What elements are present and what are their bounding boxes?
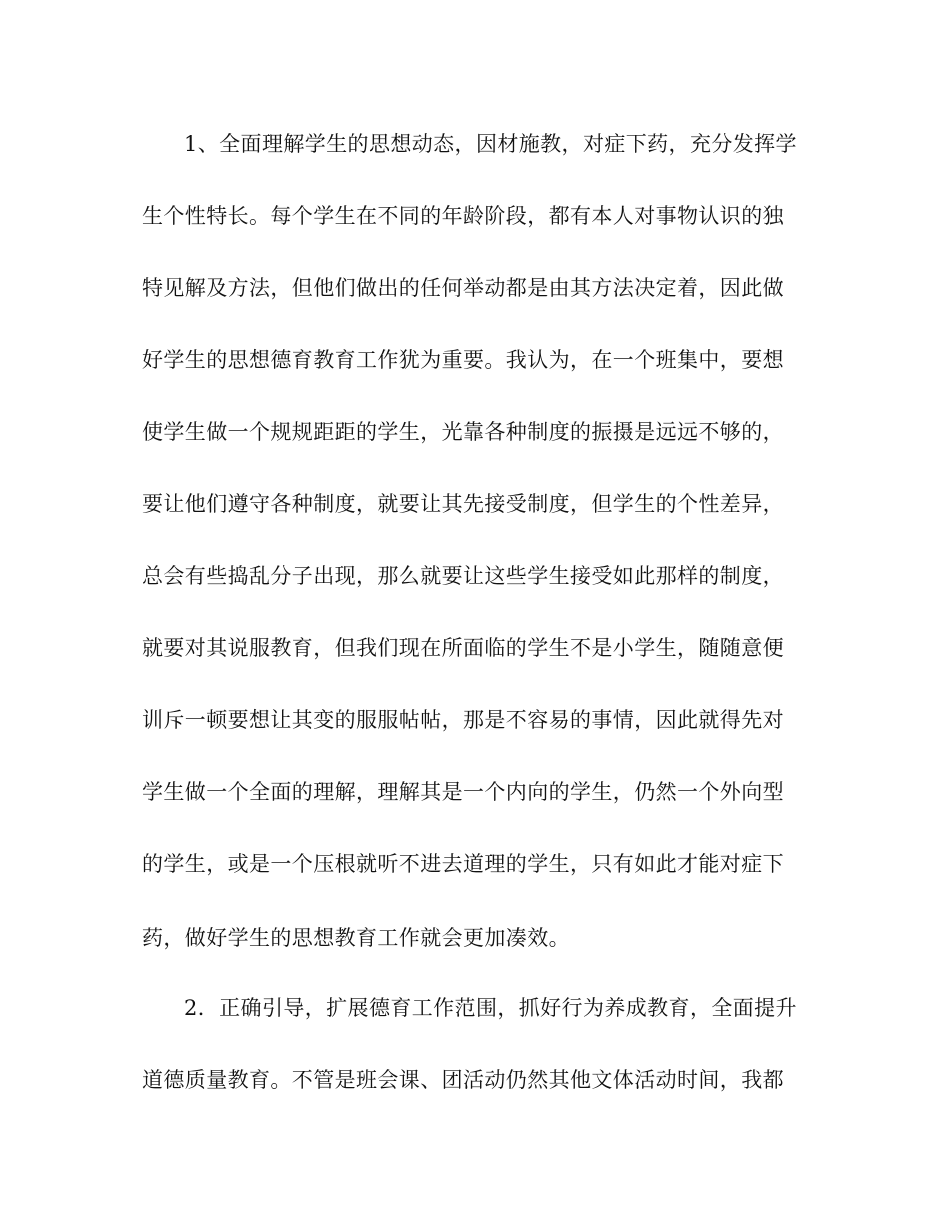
paragraph-1-line-10: 学生做一个全面的理解，理解其是一个内向的学生，仍然一个外向型 [142,780,784,804]
paragraph-1-line-8: 就要对其说服教育，但我们现在所面临的学生不是小学生，随随意便 [142,636,784,660]
paragraph-1-line-4: 好学生的思想德育教育工作犹为重要。我认为，在一个班集中，要想 [142,348,784,372]
paragraph-1-line-12: 药，做好学生的思想教育工作就会更加凑效。 [142,926,570,950]
paragraph-1-line-9: 训斥一顿要想让其变的服服帖帖，那是不容易的事情，因此就得先对 [142,708,784,732]
paragraph-2-line-1: 2．正确引导，扩展德育工作范围，抓好行为养成教育，全面提升 [184,996,797,1020]
paragraph-1-line-6: 要让他们遵守各种制度，就要让其先接受制度，但学生的个性差异， [142,492,784,516]
paragraph-1-line-2: 生个性特长。每个学生在不同的年龄阶段，都有本人对事物认识的独 [142,204,784,228]
paragraph-1-line-7: 总会有些捣乱分子出现，那么就要让这些学生接受如此那样的制度， [142,564,784,588]
paragraph-1-line-5: 使学生做一个规规距距的学生，光靠各种制度的振摄是远远不够的， [142,420,784,444]
paragraph-1-line-3: 特见解及方法，但他们做出的任何举动都是由其方法决定着，因此做 [142,276,784,300]
paragraph-1-line-1: 1、全面理解学生的思想动态，因材施教，对症下药，充分发挥学 [184,132,797,156]
paragraph-2-line-2: 道德质量教育。不管是班会课、团活动仍然其他文体活动时间，我都 [142,1068,784,1092]
paragraph-1-line-11: 的学生，或是一个压根就听不进去道理的学生，只有如此才能对症下 [142,852,784,876]
